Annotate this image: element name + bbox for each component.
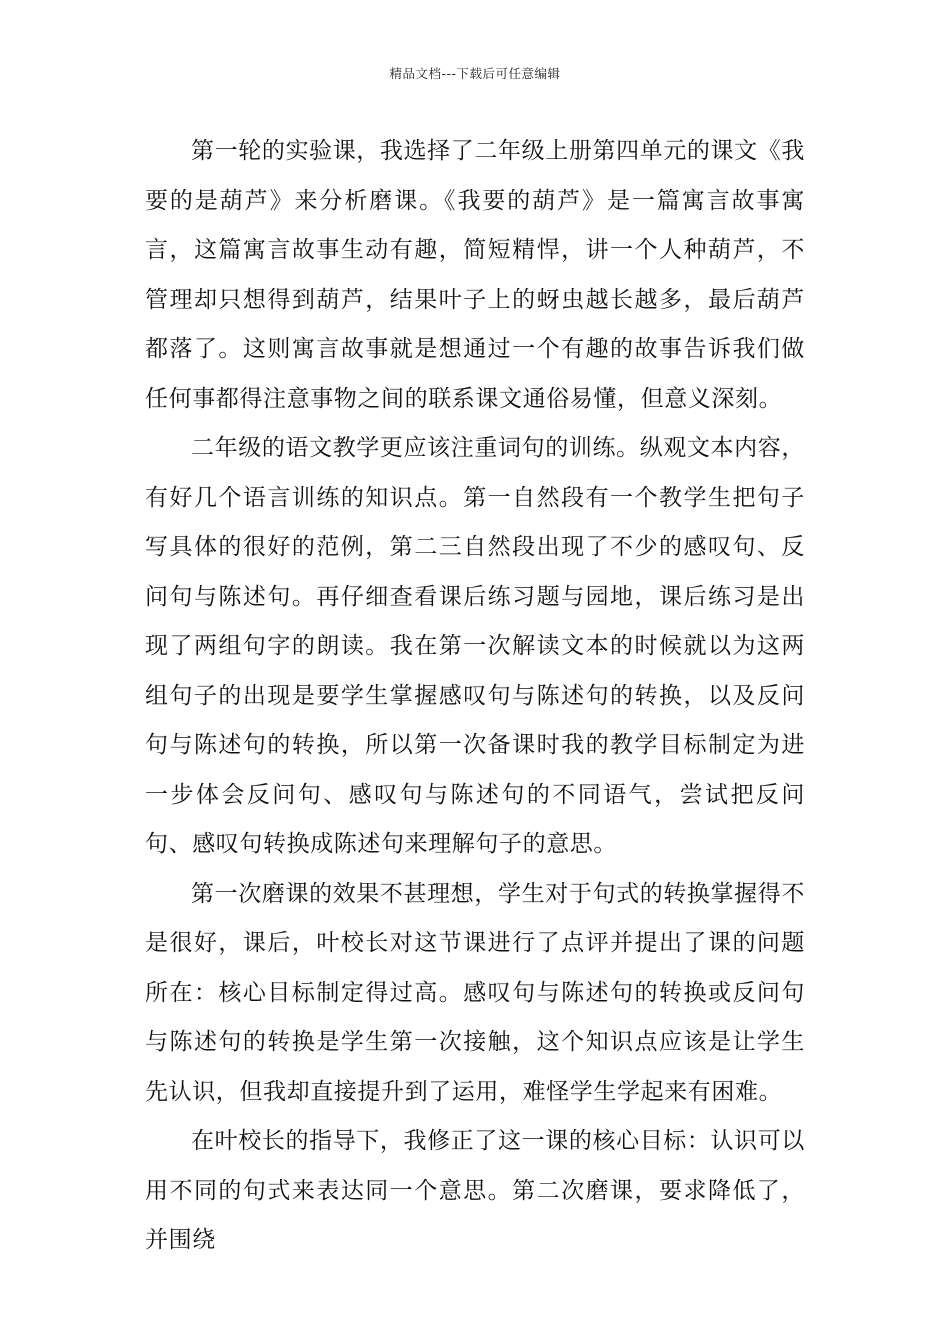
paragraph-3: 第一次磨课的效果不甚理想，学生对于句式的转换掌握得不是很好，课后，叶校长对这节课进行了点评并提出了课的问题所在：核心目标制定得过高。感叹句与陈述句的转换或反问句与陈述句的转换是学生第一次接触，这个知识点应该是让学生先认识，但我却直接提升到了运用，难怪学生学起来有困难。 <box>145 880 805 1105</box>
paragraph-1: 第一轮的实验课，我选择了二年级上册第四单元的课文《我要的是葫芦》来分析磨课。《我要的葫芦》是一篇寓言故事寓言，这篇寓言故事生动有趣，简短精悍，讲一个人种葫芦，不管理却只想得到葫芦，结果叶子上的蚜虫越长越多，最后葫芦都落了。这则寓言故事就是想通过一个有趣的故事告诉我们做任何事都得注意事物之间的联系课文通俗易懂，但意义深刻。 <box>145 138 805 412</box>
page-header: 精品文档---下载后可任意编辑 <box>389 66 561 81</box>
document-body <box>145 127 805 1266</box>
paragraph-2: 二年级的语文教学更应该注重词句的训练。纵观文本内容，有好几个语言训练的知识点。第一自然段有一个教学生把句子写具体的很好的范例，第二三自然段出现了不少的感叹句、反问句与陈述句。再仔细查看课后练习题与园地，课后练习是出现了两组句字的朗读。我在第一次解读文本的时候就以为这两组句子的出现是要学生掌握感叹句与陈述句的转换，以及反问句与陈述句的转换，所以第一次备课时我的教学目标制定为进一步体会反问句、感叹句与陈述句的不同语气，尝试把反问句、感叹句转换成陈述句来理解句子的意思。 <box>145 435 805 857</box>
paragraph-4: 在叶校长的指导下，我修正了这一课的核心目标：认识可以用不同的句式来表达同一个意思。第二次磨课，要求降低了，并围绕 <box>145 1128 805 1253</box>
